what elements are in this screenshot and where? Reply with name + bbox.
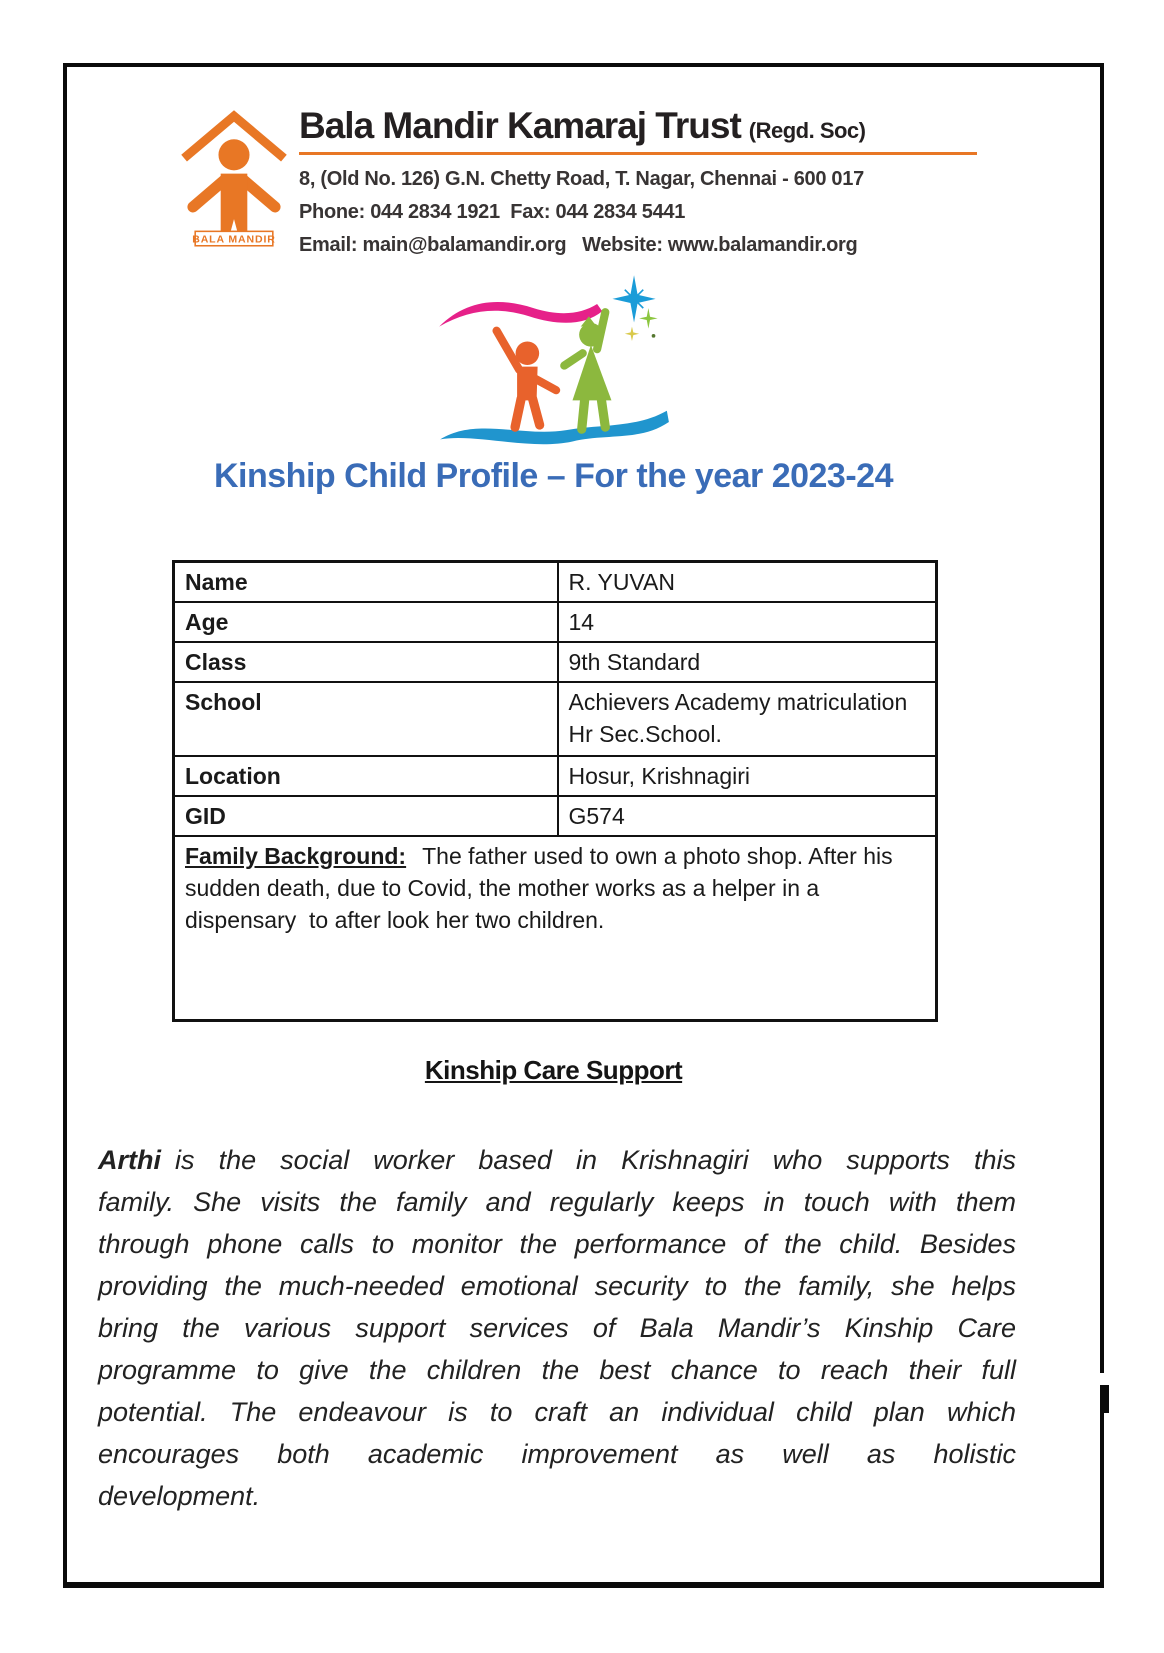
profile-table <box>172 560 938 1022</box>
email-website-line: Email: main@balamandir.org Website: www.balamandir.org <box>299 234 858 256</box>
logo-head <box>218 139 249 170</box>
orange-divider-rule <box>299 152 977 155</box>
table-row-family-background <box>174 836 937 1020</box>
family-background-text: The father used to own a photo shop. After his sudden death, due to Covid, the mother works as a helper in a dispensary to after look her two children. <box>185 843 900 933</box>
orange-child-figure <box>497 331 556 427</box>
green-child-figure <box>564 312 611 429</box>
phone-fax-line: Phone: 044 2834 1921 Fax: 044 2834 5441 <box>299 201 686 223</box>
row-label: GID <box>174 796 558 836</box>
row-label: School <box>174 682 558 756</box>
table-row-age <box>174 602 937 642</box>
children-reaching-stars-illustration <box>435 263 671 463</box>
page-title: Kinship Child Profile – For the year 2023-24 <box>214 457 893 495</box>
page-border-frame <box>63 63 1104 1588</box>
row-value: 14 <box>558 602 937 642</box>
support-paragraph <box>98 1139 1016 1517</box>
org-suffix: (Regd. Soc) <box>748 118 866 143</box>
row-label: Name <box>174 562 558 603</box>
row-label: Class <box>174 642 558 682</box>
green-sparkle <box>639 308 657 329</box>
row-label: Location <box>174 756 558 796</box>
org-name: Bala Mandir Kamaraj Trust <box>299 105 741 146</box>
org-title-line <box>299 105 1019 147</box>
support-section-heading: Kinship Care Support <box>424 1055 683 1085</box>
row-value: Achievers Academy matriculation Hr Sec.School. <box>558 682 937 756</box>
table-row-class <box>174 642 937 682</box>
house-person-icon <box>173 107 295 247</box>
table-row-gid <box>174 796 937 836</box>
logo-caption-box <box>192 231 276 245</box>
family-background-label: Family Background: <box>185 843 407 869</box>
logo-arm-right <box>244 180 275 207</box>
bala-mandir-logo <box>173 107 295 247</box>
pink-ribbon <box>439 302 602 327</box>
social-worker-name: Arthi <box>98 1145 161 1175</box>
row-value: R. YUVAN <box>558 562 937 603</box>
support-section-heading-wrap <box>172 1055 935 1086</box>
tiny-sparkle-dot <box>652 334 656 338</box>
row-value: G574 <box>558 796 937 836</box>
row-value: 9th Standard <box>558 642 937 682</box>
logo-caption: BALA MANDIR <box>192 233 276 246</box>
table-row-location <box>174 756 937 796</box>
row-label: Age <box>174 602 558 642</box>
address-line: 8, (Old No. 126) G.N. Chetty Road, T. Nagar, Chennai - 600 017 <box>299 168 864 190</box>
star-cluster <box>612 275 657 341</box>
scan-artifact <box>1100 1385 1109 1413</box>
logo-body <box>221 174 248 232</box>
blue-wave <box>440 411 669 445</box>
profile-table-section <box>172 560 935 1022</box>
support-paragraph-text: is the social worker based in Krishnagiri who supports this family. She visits the family and regularly keeps in touch with them through phone calls to monitor the performance of the child. Besides providing the much-needed emotional security to the family, she helps bring the various support services of Bala Mandir’s Kinship Care programme to give the children the best chance to reach their full potential. The endeavour is to craft an individual child plan which encourages both academic improvement as well as holistic development. <box>98 1145 1016 1511</box>
row-value: Hosur, Krishnagiri <box>558 756 937 796</box>
letterhead <box>299 105 1019 262</box>
family-background-cell <box>174 836 937 1020</box>
logo-arm-left <box>193 180 224 207</box>
children-stars-graphic <box>435 263 671 463</box>
table-row-school <box>174 682 937 756</box>
table-row-name <box>174 562 937 603</box>
yellow-sparkle <box>625 327 639 341</box>
